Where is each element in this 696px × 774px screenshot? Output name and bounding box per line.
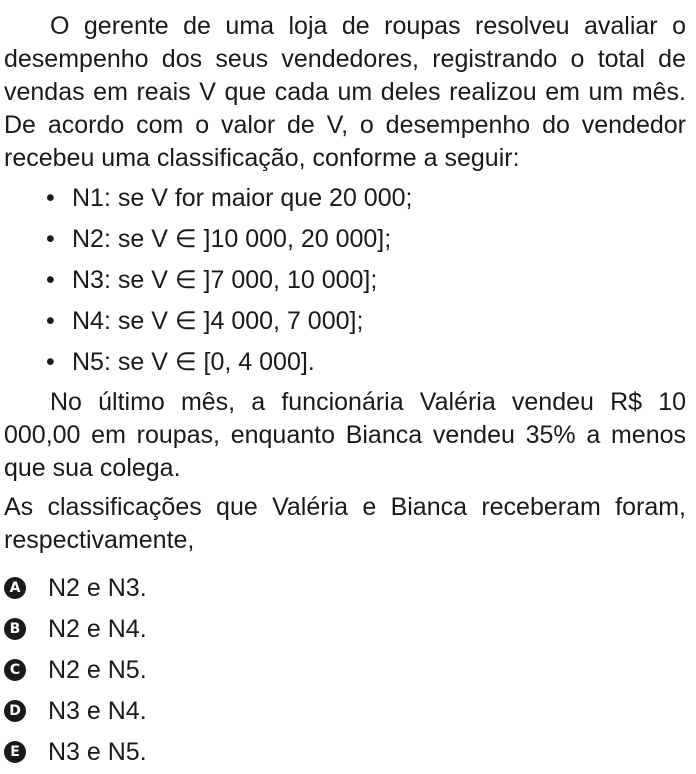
option-letter-e-icon: E	[4, 741, 26, 763]
option-text: N3 e N4.	[48, 696, 147, 725]
option-text: N3 e N5.	[48, 737, 147, 766]
option-letter-c-icon: C	[4, 659, 26, 681]
classification-item	[46, 344, 412, 385]
option-letter-b-icon: B	[4, 618, 26, 640]
bullet-icon: •	[46, 184, 55, 212]
option-letter-d-icon: D	[4, 700, 26, 722]
classification-item	[46, 262, 412, 303]
question-prompt: As classificações que Valéria e Bianca receberam foram, respectivamente,	[4, 493, 686, 554]
classification-list	[46, 180, 412, 385]
option-d[interactable]	[4, 690, 147, 731]
option-c[interactable]	[4, 649, 147, 690]
bullet-icon: •	[46, 307, 55, 335]
option-text: N2 e N5.	[48, 655, 147, 684]
question-intro: O gerente de uma loja de roupas resolveu avaliar o desempenho dos seus vendedores, registrando o total de vendas em reais V que cada um deles realizou em um mês. De acordo com o valor de V, o desempenho do vendedor recebeu uma classificação, conforme a seguir:	[4, 12, 686, 172]
classification-item	[46, 303, 412, 344]
option-a[interactable]	[4, 567, 147, 608]
classification-text: N5: se V ∈ [0, 4 000].	[72, 348, 315, 376]
bullet-icon: •	[46, 225, 55, 253]
classification-text: N3: se V ∈ ]7 000, 10 000];	[72, 266, 378, 294]
question-scenario: No último mês, a funcionária Valéria vendeu R$ 10 000,00 em roupas, enquanto Bianca vendeu 35% a menos que sua colega.	[4, 388, 686, 482]
classification-item	[46, 221, 412, 262]
option-letter-a-icon: A	[4, 577, 26, 599]
classification-text: N1: se V for maior que 20 000;	[72, 184, 413, 212]
option-e[interactable]	[4, 731, 147, 772]
option-text: N2 e N4.	[48, 614, 147, 643]
option-b[interactable]	[4, 608, 147, 649]
answer-options	[4, 567, 147, 772]
classification-text: N2: se V ∈ ]10 000, 20 000];	[72, 225, 392, 253]
bullet-icon: •	[46, 266, 55, 294]
classification-item	[46, 180, 412, 221]
classification-text: N4: se V ∈ ]4 000, 7 000];	[72, 307, 364, 335]
option-text: N2 e N3.	[48, 573, 147, 602]
bullet-icon: •	[46, 348, 55, 376]
